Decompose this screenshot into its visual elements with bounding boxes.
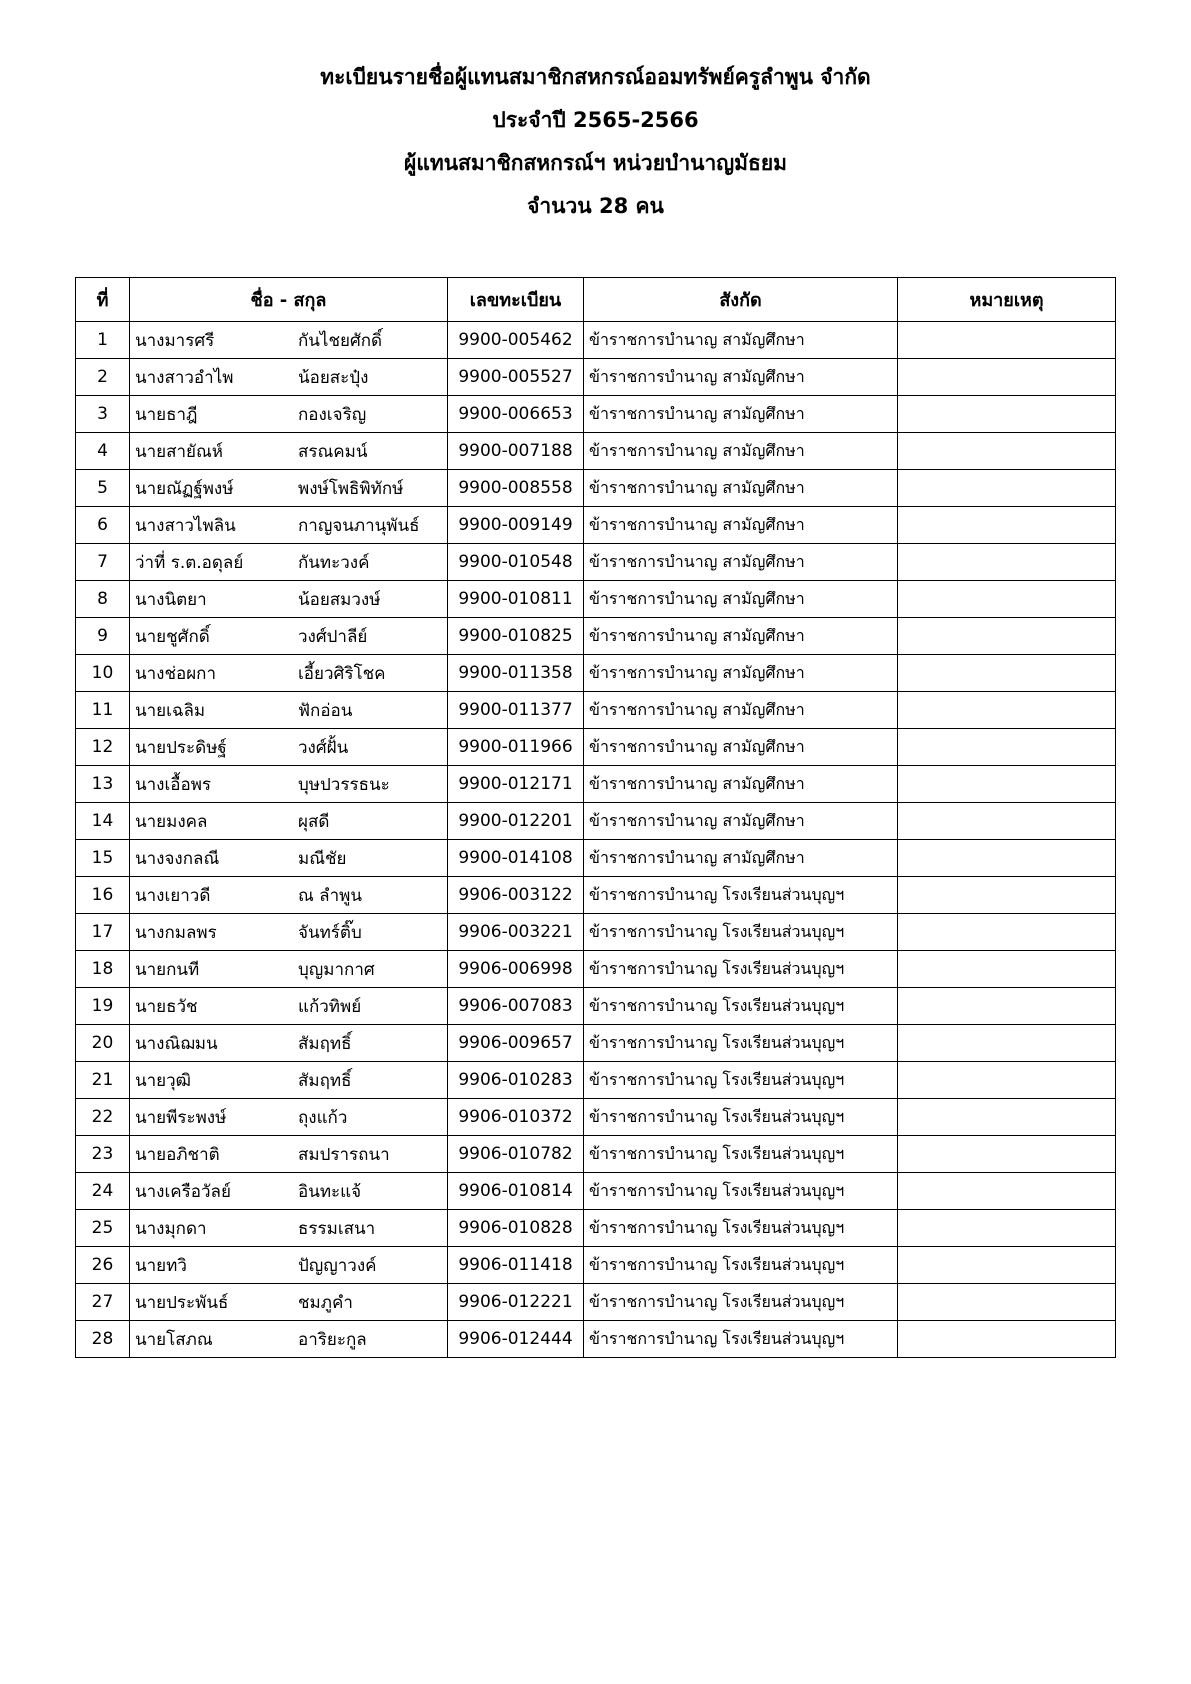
member-name-cell (130, 1247, 448, 1284)
remarks-cell (898, 322, 1116, 359)
remarks-cell (898, 692, 1116, 729)
registration-number: 9906-010814 (448, 1173, 584, 1210)
member-last-name: น้อยสมวงษ์ (298, 589, 381, 610)
affiliation: ข้าราชการบำนาญ สามัญศึกษา (584, 396, 898, 433)
remarks-cell (898, 1025, 1116, 1062)
row-number: 4 (76, 433, 130, 470)
affiliation: ข้าราชการบำนาญ สามัญศึกษา (584, 840, 898, 877)
remarks-cell (898, 988, 1116, 1025)
member-name-cell (130, 433, 448, 470)
affiliation: ข้าราชการบำนาญ โรงเรียนส่วนบุญฯ (584, 914, 898, 951)
table-row (76, 766, 1116, 803)
affiliation: ข้าราชการบำนาญ โรงเรียนส่วนบุญฯ (584, 988, 898, 1025)
affiliation: ข้าราชการบำนาญ สามัญศึกษา (584, 470, 898, 507)
registration-number: 9906-010372 (448, 1099, 584, 1136)
affiliation: ข้าราชการบำนาญ โรงเรียนส่วนบุญฯ (584, 1025, 898, 1062)
table-row (76, 988, 1116, 1025)
table-row (76, 1173, 1116, 1210)
registration-number: 9900-014108 (448, 840, 584, 877)
member-first-name: นายณัฏฐ์พงษ์ (135, 478, 234, 499)
row-number: 5 (76, 470, 130, 507)
registration-number: 9906-003122 (448, 877, 584, 914)
affiliation: ข้าราชการบำนาญ สามัญศึกษา (584, 655, 898, 692)
member-name-cell (130, 1321, 448, 1358)
member-last-name: มณีชัย (298, 848, 347, 869)
remarks-cell (898, 1099, 1116, 1136)
row-number: 18 (76, 951, 130, 988)
member-name-cell (130, 840, 448, 877)
registration-number: 9900-006653 (448, 396, 584, 433)
member-first-name: นายพีระพงษ์ (135, 1107, 227, 1128)
remarks-cell (898, 951, 1116, 988)
member-first-name: นายประดิษฐ์ (135, 737, 227, 758)
remarks-cell (898, 877, 1116, 914)
member-first-name: นางเครือวัลย์ (135, 1181, 231, 1202)
member-last-name: แก้วทิพย์ (298, 996, 362, 1017)
table-row (76, 322, 1116, 359)
remarks-cell (898, 618, 1116, 655)
member-first-name: นางจงกลณี (135, 848, 220, 869)
member-name-cell (130, 470, 448, 507)
member-first-name: นางสาวอำไพ (135, 367, 234, 388)
affiliation: ข้าราชการบำนาญ สามัญศึกษา (584, 803, 898, 840)
row-number: 13 (76, 766, 130, 803)
affiliation: ข้าราชการบำนาญ สามัญศึกษา (584, 618, 898, 655)
table-row (76, 803, 1116, 840)
remarks-cell (898, 470, 1116, 507)
row-number: 20 (76, 1025, 130, 1062)
table-row (76, 1099, 1116, 1136)
row-number: 3 (76, 396, 130, 433)
registration-number: 9906-010828 (448, 1210, 584, 1247)
member-first-name: นางนิตยา (135, 589, 207, 610)
affiliation: ข้าราชการบำนาญ สามัญศึกษา (584, 544, 898, 581)
registration-number: 9906-010283 (448, 1062, 584, 1099)
document-unit: ผู้แทนสมาชิกสหกรณ์ฯ หน่วยบำนาญมัธยม (404, 151, 787, 175)
member-first-name: นายธาฎี (135, 404, 198, 425)
column-header-affiliation: สังกัด (584, 278, 898, 322)
remarks-cell (898, 507, 1116, 544)
remarks-cell (898, 729, 1116, 766)
member-last-name: บุษปวรรธนะ (298, 774, 390, 795)
table-row (76, 1247, 1116, 1284)
member-name-cell (130, 803, 448, 840)
member-name-cell (130, 1173, 448, 1210)
affiliation: ข้าราชการบำนาญ สามัญศึกษา (584, 507, 898, 544)
member-last-name: ฟักอ่อน (298, 700, 353, 721)
affiliation: ข้าราชการบำนาญ สามัญศึกษา (584, 766, 898, 803)
registration-number: 9900-009149 (448, 507, 584, 544)
table-row (76, 1025, 1116, 1062)
registration-number: 9900-012201 (448, 803, 584, 840)
registration-number: 9906-007083 (448, 988, 584, 1025)
table-row (76, 729, 1116, 766)
member-last-name: ณ ลำพูน (298, 885, 362, 906)
member-last-name: สัมฤทธิ์ (298, 1070, 352, 1091)
remarks-cell (898, 1062, 1116, 1099)
member-name-cell (130, 359, 448, 396)
row-number: 21 (76, 1062, 130, 1099)
row-number: 1 (76, 322, 130, 359)
row-number: 22 (76, 1099, 130, 1136)
remarks-cell (898, 1247, 1116, 1284)
affiliation: ข้าราชการบำนาญ สามัญศึกษา (584, 359, 898, 396)
member-name-cell (130, 1099, 448, 1136)
member-name-cell (130, 914, 448, 951)
table-row (76, 655, 1116, 692)
table-row (76, 840, 1116, 877)
affiliation: ข้าราชการบำนาญ โรงเรียนส่วนบุญฯ (584, 1321, 898, 1358)
member-name-cell (130, 322, 448, 359)
member-last-name: เอี้ยวศิริโชค (298, 663, 386, 684)
table-row (76, 877, 1116, 914)
column-header-remarks: หมายเหตุ (898, 278, 1116, 322)
member-first-name: นายสายัณห์ (135, 441, 223, 462)
member-name-cell (130, 951, 448, 988)
remarks-cell (898, 433, 1116, 470)
member-last-name: วงศ์ปาลีย์ (298, 626, 368, 647)
row-number: 17 (76, 914, 130, 951)
table-header-row (76, 278, 1116, 322)
member-first-name: นายโสภณ (135, 1329, 213, 1350)
affiliation: ข้าราชการบำนาญ สามัญศึกษา (584, 692, 898, 729)
member-last-name: กองเจริญ (298, 404, 367, 425)
affiliation: ข้าราชการบำนาญ สามัญศึกษา (584, 729, 898, 766)
row-number: 2 (76, 359, 130, 396)
row-number: 19 (76, 988, 130, 1025)
row-number: 24 (76, 1173, 130, 1210)
member-first-name: นายทวิ (135, 1255, 187, 1276)
affiliation: ข้าราชการบำนาญ โรงเรียนส่วนบุญฯ (584, 1173, 898, 1210)
table-row (76, 1062, 1116, 1099)
member-first-name: ว่าที่ ร.ต.อดุลย์ (135, 552, 244, 573)
column-header-reg-no: เลขทะเบียน (448, 278, 584, 322)
member-name-cell (130, 1062, 448, 1099)
remarks-cell (898, 1173, 1116, 1210)
member-last-name: กันไชยศักดิ์ (298, 330, 383, 351)
row-number: 23 (76, 1136, 130, 1173)
table-row (76, 914, 1116, 951)
member-first-name: นายเฉลิม (135, 700, 206, 721)
registration-number: 9900-007188 (448, 433, 584, 470)
table-row (76, 396, 1116, 433)
row-number: 28 (76, 1321, 130, 1358)
remarks-cell (898, 1284, 1116, 1321)
remarks-cell (898, 655, 1116, 692)
member-last-name: ชมภูคำ (298, 1292, 353, 1313)
remarks-cell (898, 766, 1116, 803)
member-first-name: นายกนที (135, 959, 200, 980)
registration-number: 9900-011966 (448, 729, 584, 766)
registration-number: 9906-009657 (448, 1025, 584, 1062)
member-first-name: นางช่อผกา (135, 663, 217, 684)
affiliation: ข้าราชการบำนาญ โรงเรียนส่วนบุญฯ (584, 1099, 898, 1136)
registration-number: 9906-006998 (448, 951, 584, 988)
document-title: ทะเบียนรายชื่อผู้แทนสมาชิกสหกรณ์ออมทรัพย์ครูลำพูน จำกัด (320, 65, 871, 89)
remarks-cell (898, 544, 1116, 581)
registration-number: 9900-012171 (448, 766, 584, 803)
registration-number: 9906-011418 (448, 1247, 584, 1284)
registration-number: 9906-003221 (448, 914, 584, 951)
document-year: ประจำปี 2565-2566 (492, 108, 699, 132)
member-name-cell (130, 544, 448, 581)
register-table (75, 277, 1116, 1358)
member-last-name: สัมฤทธิ์ (298, 1033, 352, 1054)
row-number: 27 (76, 1284, 130, 1321)
column-header-name: ชื่อ - สกุล (130, 278, 448, 322)
affiliation: ข้าราชการบำนาญ โรงเรียนส่วนบุญฯ (584, 1210, 898, 1247)
member-name-cell (130, 988, 448, 1025)
member-first-name: นางมารศรี (135, 330, 215, 351)
member-first-name: นางเยาวดี (135, 885, 211, 906)
remarks-cell (898, 914, 1116, 951)
affiliation: ข้าราชการบำนาญ โรงเรียนส่วนบุญฯ (584, 1136, 898, 1173)
member-last-name: ธรรมเสนา (298, 1218, 376, 1239)
member-name-cell (130, 655, 448, 692)
row-number: 25 (76, 1210, 130, 1247)
row-number: 6 (76, 507, 130, 544)
member-last-name: น้อยสะปุ๋ง (298, 367, 369, 388)
registration-number: 9906-012221 (448, 1284, 584, 1321)
member-first-name: นางมุกดา (135, 1218, 207, 1239)
affiliation: ข้าราชการบำนาญ สามัญศึกษา (584, 322, 898, 359)
member-last-name: กันทะวงค์ (298, 552, 370, 573)
member-first-name: นายประพันธ์ (135, 1292, 229, 1313)
member-name-cell (130, 396, 448, 433)
table-body (76, 322, 1116, 1358)
affiliation: ข้าราชการบำนาญ โรงเรียนส่วนบุญฯ (584, 877, 898, 914)
table-row (76, 544, 1116, 581)
row-number: 8 (76, 581, 130, 618)
member-last-name: จันทร์ติ๊บ (298, 922, 362, 943)
row-number: 9 (76, 618, 130, 655)
member-name-cell (130, 1025, 448, 1062)
member-last-name: วงศ์ฝั้น (298, 737, 349, 758)
member-first-name: นางณิฌมน (135, 1033, 218, 1054)
table-row (76, 1136, 1116, 1173)
member-name-cell (130, 692, 448, 729)
registration-number: 9900-011377 (448, 692, 584, 729)
member-last-name: สมปรารถนา (298, 1144, 390, 1165)
table-row (76, 1210, 1116, 1247)
table-row (76, 359, 1116, 396)
table-row (76, 507, 1116, 544)
registration-number: 9900-005527 (448, 359, 584, 396)
table-row (76, 1284, 1116, 1321)
member-first-name: นางเอื้อพร (135, 774, 212, 795)
member-first-name: นายวุฒิ (135, 1070, 192, 1091)
member-name-cell (130, 507, 448, 544)
member-last-name: บุญมากาศ (298, 959, 375, 980)
row-number: 26 (76, 1247, 130, 1284)
affiliation: ข้าราชการบำนาญ โรงเรียนส่วนบุญฯ (584, 1247, 898, 1284)
remarks-cell (898, 1136, 1116, 1173)
member-name-cell (130, 877, 448, 914)
remarks-cell (898, 803, 1116, 840)
row-number: 16 (76, 877, 130, 914)
member-name-cell (130, 581, 448, 618)
member-name-cell (130, 766, 448, 803)
member-name-cell (130, 1284, 448, 1321)
remarks-cell (898, 1321, 1116, 1358)
member-last-name: ผุสดี (298, 811, 330, 832)
table-row (76, 433, 1116, 470)
member-first-name: นายอภิชาติ (135, 1144, 220, 1165)
member-last-name: สรณคมน์ (298, 441, 368, 462)
table-row (76, 581, 1116, 618)
member-first-name: นางสาวไพลิน (135, 515, 236, 536)
member-last-name: ปัญญาวงค์ (298, 1255, 377, 1276)
member-last-name: กาญจนภานุพันธ์ (298, 515, 420, 536)
affiliation: ข้าราชการบำนาญ สามัญศึกษา (584, 433, 898, 470)
registration-number: 9900-010811 (448, 581, 584, 618)
affiliation: ข้าราชการบำนาญ โรงเรียนส่วนบุญฯ (584, 1062, 898, 1099)
table-row (76, 951, 1116, 988)
row-number: 15 (76, 840, 130, 877)
remarks-cell (898, 581, 1116, 618)
remarks-cell (898, 1210, 1116, 1247)
registration-number: 9900-008558 (448, 470, 584, 507)
member-first-name: นายมงคล (135, 811, 208, 832)
table-row (76, 470, 1116, 507)
remarks-cell (898, 840, 1116, 877)
registration-number: 9900-010548 (448, 544, 584, 581)
member-name-cell (130, 1210, 448, 1247)
table-row (76, 618, 1116, 655)
member-first-name: นายธวัช (135, 996, 198, 1017)
member-name-cell (130, 1136, 448, 1173)
row-number: 14 (76, 803, 130, 840)
member-first-name: นายชูศักดิ์ (135, 626, 210, 647)
affiliation: ข้าราชการบำนาญ โรงเรียนส่วนบุญฯ (584, 1284, 898, 1321)
registration-number: 9906-010782 (448, 1136, 584, 1173)
row-number: 7 (76, 544, 130, 581)
table-row (76, 692, 1116, 729)
registration-number: 9900-010825 (448, 618, 584, 655)
affiliation: ข้าราชการบำนาญ สามัญศึกษา (584, 581, 898, 618)
member-name-cell (130, 618, 448, 655)
registration-number: 9900-005462 (448, 322, 584, 359)
table-row (76, 1321, 1116, 1358)
column-header-no: ที่ (76, 278, 130, 322)
affiliation: ข้าราชการบำนาญ โรงเรียนส่วนบุญฯ (584, 951, 898, 988)
remarks-cell (898, 396, 1116, 433)
document-header (0, 56, 1191, 228)
member-last-name: พงษ์โพธิพิทักษ์ (298, 478, 404, 499)
document-count: จำนวน 28 คน (527, 194, 664, 218)
member-first-name: นางกมลพร (135, 922, 217, 943)
registration-number: 9900-011358 (448, 655, 584, 692)
registration-number: 9906-012444 (448, 1321, 584, 1358)
member-name-cell (130, 729, 448, 766)
member-last-name: อาริยะกูล (298, 1329, 367, 1350)
member-last-name: อินทะแจ้ (298, 1181, 362, 1202)
member-last-name: ถุงแก้ว (298, 1107, 348, 1128)
row-number: 11 (76, 692, 130, 729)
row-number: 10 (76, 655, 130, 692)
remarks-cell (898, 359, 1116, 396)
row-number: 12 (76, 729, 130, 766)
